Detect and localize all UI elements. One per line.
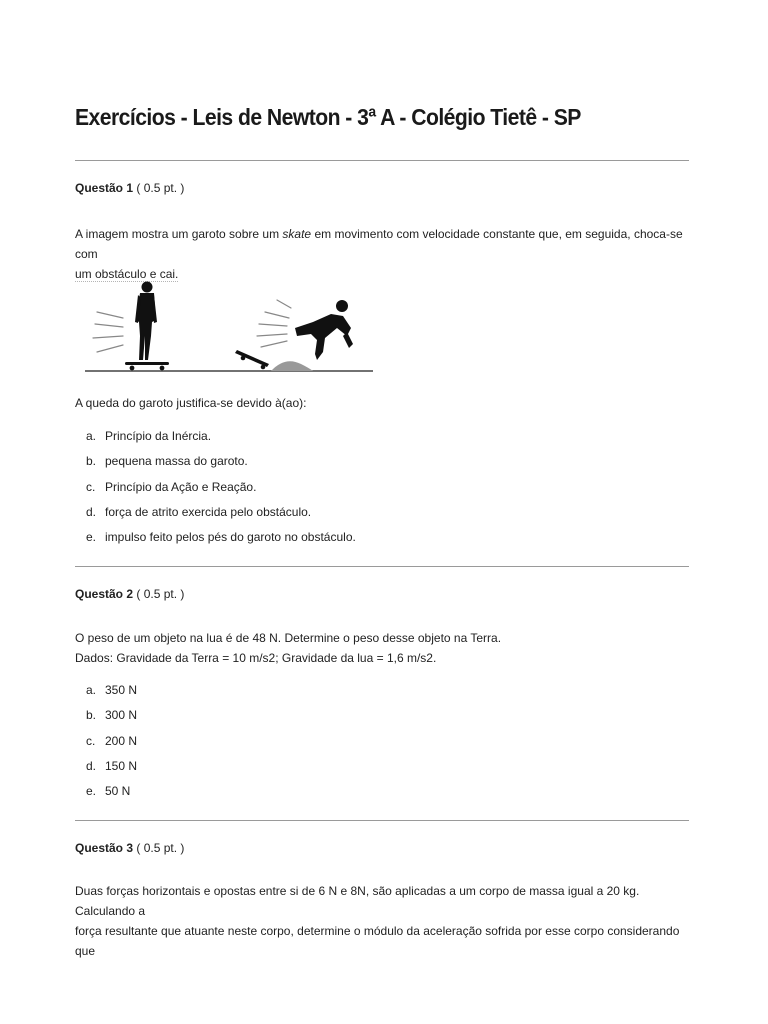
option-text: força de atrito exercida pelo obstáculo. [105,504,312,519]
question-2-text [75,628,687,668]
question-2-line1: O peso de um objeto na lua é de 48 N. Determine o peso desse objeto na Terra. [75,631,502,645]
divider [75,160,689,161]
option-letter: b. [86,708,97,723]
option-item[interactable] [86,454,356,479]
question-3-header [75,841,184,855]
option-item[interactable] [86,429,356,454]
question-1-text-end: em movimento com velocidade constante que, em seguida, choca-se com [75,227,683,261]
option-text: 200 N [105,733,138,748]
option-letter: d. [86,758,97,773]
option-letter: c. [86,733,96,748]
option-text: Princípio da Ação e Reação. [105,479,257,494]
option-item[interactable] [86,505,356,530]
question-2-line2: Dados: Gravidade da Terra = 10 m/s2; Gravidade da lua = 1,6 m/s2. [75,651,437,665]
question-3-text [75,881,695,961]
option-letter: b. [86,454,97,469]
question-2-options [86,683,137,809]
option-item[interactable] [86,480,356,505]
question-1-text-start: A imagem mostra um garoto sobre um [75,227,283,241]
option-letter: c. [86,479,96,494]
option-text: 300 N [105,708,138,723]
question-1-text-skate: skate [282,227,312,241]
question-1-header [75,181,184,195]
option-item[interactable] [86,708,137,733]
question-3-points: ( 0.5 pt. ) [136,841,185,855]
option-text: pequena massa do garoto. [105,454,248,469]
option-letter: e. [86,784,97,799]
option-item[interactable] [86,734,137,759]
question-1-options [86,429,356,555]
option-item[interactable] [86,784,137,809]
question-2-label: Questão 2 [75,587,134,601]
option-letter: a. [86,683,97,697]
option-letter: d. [86,504,97,519]
question-1-text [75,224,687,284]
skater-illustration [85,278,373,374]
question-1-points: ( 0.5 pt. ) [136,181,185,195]
question-3-line1: Duas forças horizontais e opostas entre si de 6 N e 8N, são aplicadas a um corpo de massa igual a 20 kg. Calculando a [75,884,640,918]
question-3-label: Questão 3 [75,841,134,855]
option-item[interactable] [86,759,137,784]
question-2-points: ( 0.5 pt. ) [136,587,185,601]
question-3-line2: força resultante que atuante neste corpo, determine o módulo da aceleração sofrida por esse corpo considerando que [75,924,680,958]
divider [75,566,689,567]
option-letter: e. [86,530,97,545]
option-text: 50 N [105,784,131,799]
option-letter: a. [86,429,97,443]
question-1-label: Questão 1 [75,181,134,195]
question-1-text-line2: um obstáculo e cai. [75,267,179,281]
page-title: Exercícios - Leis de Newton - 3ª A - Colégio Tietê - SP [75,104,581,130]
question-1-prompt: A queda do garoto justifica-se devido à(ao): [75,396,307,410]
option-text: impulso feito pelos pés do garoto no obstáculo. [105,530,356,545]
option-text: 150 N [105,758,138,773]
question-2-header [75,587,184,601]
option-item[interactable] [86,530,356,555]
option-text: Princípio da Inércia. [105,429,212,443]
option-text: 350 N [105,683,138,697]
divider [75,820,689,821]
option-item[interactable] [86,683,137,708]
